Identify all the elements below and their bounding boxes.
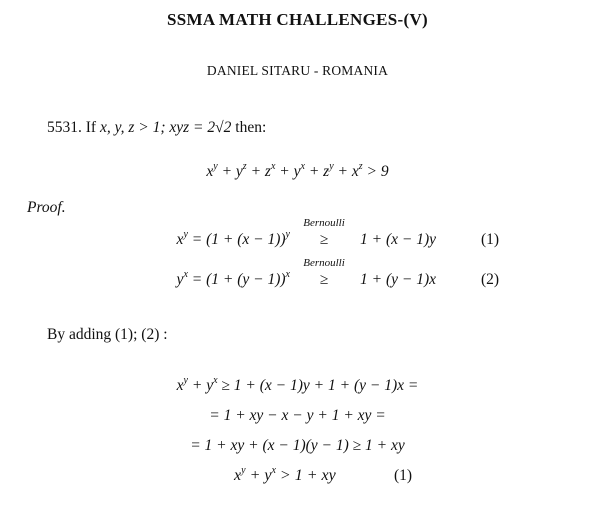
derivation-line-1: $x^y + y^x \ge 1 + (x - 1)y + 1 + (y - 1)x$ = (176, 375, 419, 394)
main-inequality: $x^y + y^z + z^x + y^x + z^y + x^z > 9$ (206, 161, 389, 180)
equation-2-lhs: $y^x = (1 + (y - 1))^x$ (176, 269, 290, 288)
derivation-line-4: $x^y + y^x > 1$ + xy (234, 465, 336, 484)
equation-1-relation (292, 217, 356, 249)
derivation-line-2: = 1 + xy − x − y + 1 + xy = (209, 407, 386, 424)
geq-symbol-1: ≥ (319, 231, 329, 248)
proof-label: Proof. (27, 199, 66, 216)
equation-2-relation (292, 257, 356, 289)
adding-text: By adding (1); (2) : (47, 326, 168, 343)
problem-if-word: If (85, 119, 97, 136)
bernoulli-annotation-1: Bernoulli (303, 217, 345, 229)
derivation-number: (1) (394, 467, 413, 484)
equation-1-lhs: $x^y = (1 + (x - 1))^y$ (176, 229, 290, 248)
geq-symbol-2: ≥ (319, 271, 329, 288)
bernoulli-annotation-2: Bernoulli (303, 257, 345, 269)
equation-2-rhs: 1 + (y − 1)x (360, 271, 437, 288)
equation-1-number: (1) (481, 231, 500, 248)
author-line: DANIEL SITARU - ROMANIA (206, 63, 389, 78)
derivation-line-3: = 1 + xy + (x − 1)(y − 1) ≥ 1 + xy (190, 437, 405, 454)
problem-condition: x, y, z > 1; xyz = 2√2 (99, 119, 232, 136)
problem-statement (47, 119, 266, 137)
problem-number: 5531. (47, 119, 82, 136)
equation-1-rhs: 1 + (x − 1)y (360, 231, 437, 248)
paper-title: SSMA MATH CHALLENGES-(V) (167, 10, 428, 29)
problem-then-word: then: (235, 119, 267, 136)
equation-2-number: (2) (481, 271, 500, 288)
